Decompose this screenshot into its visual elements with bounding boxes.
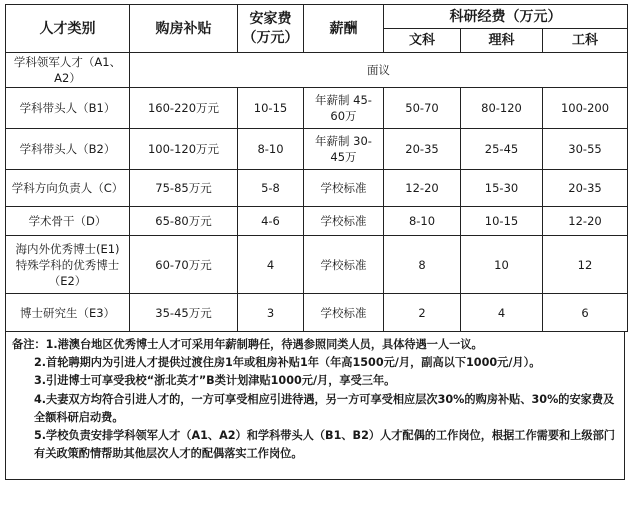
row-science: 4 bbox=[461, 294, 543, 332]
row-arts: 50-70 bbox=[384, 88, 461, 129]
header-settlement-fee: 安家费（万元） bbox=[238, 5, 304, 53]
row-science: 10 bbox=[461, 236, 543, 294]
table-row bbox=[6, 129, 628, 170]
table-row bbox=[6, 236, 628, 294]
note-2: 2.首轮聘期内为引进人才提供过渡住房1年或租房补贴1年（年高1500元/月，副高以下1000元/月）。 bbox=[34, 356, 541, 370]
note-4: 4.夫妻双方均符合引进人才的，一方可享受相应引进待遇，另一方可享受相应层次30%的购房补贴、30%的安家费及全额科研启动费。 bbox=[34, 392, 615, 424]
row-science: 80-120 bbox=[461, 88, 543, 129]
row-engineering: 6 bbox=[543, 294, 628, 332]
row-arts: 12-20 bbox=[384, 170, 461, 207]
row-engineering: 100-200 bbox=[543, 88, 628, 129]
row-category: 学术骨干（D） bbox=[6, 207, 130, 236]
row-salary: 学校标准 bbox=[304, 170, 384, 207]
header-arts: 文科 bbox=[384, 29, 461, 53]
notes-section bbox=[5, 332, 625, 480]
row-settle: 8-10 bbox=[238, 129, 304, 170]
note-1: 备注：1.港澳台地区优秀博士人才可采用年薪制聘任，待遇参照同类人员，具体待遇一人一议。 bbox=[12, 338, 483, 351]
row-category: 海内外优秀博士(E1)特殊学科的优秀博士（E2） bbox=[6, 236, 130, 294]
row-settle: 3 bbox=[238, 294, 304, 332]
row-engineering: 12 bbox=[543, 236, 628, 294]
row-salary: 学校标准 bbox=[304, 294, 384, 332]
header-engineering: 工科 bbox=[543, 29, 628, 53]
row-settle: 4 bbox=[238, 236, 304, 294]
table-row bbox=[6, 88, 628, 129]
row-category: 学科带头人（B1） bbox=[6, 88, 130, 129]
row-science: 10-15 bbox=[461, 207, 543, 236]
table-row bbox=[6, 207, 628, 236]
table-row bbox=[6, 294, 628, 332]
row-arts: 20-35 bbox=[384, 129, 461, 170]
row-science: 15-30 bbox=[461, 170, 543, 207]
header-research-funding: 科研经费（万元） bbox=[384, 5, 628, 29]
negotiable-cell: 面议 bbox=[130, 53, 628, 88]
row-engineering: 20-35 bbox=[543, 170, 628, 207]
row-engineering: 30-55 bbox=[543, 129, 628, 170]
table-row bbox=[6, 53, 628, 88]
note-5: 5.学校负责安排学科领军人才（A1、A2）和学科带头人（B1、B2）人才配偶的工作岗位，根据工作需要和上级部门有关政策酌情帮助其他层次人才的配偶落实工作岗位。 bbox=[34, 429, 615, 461]
row-category: 学科带头人（B2） bbox=[6, 129, 130, 170]
row-housing: 65-80万元 bbox=[130, 207, 238, 236]
row-housing: 100-120万元 bbox=[130, 129, 238, 170]
row-arts: 2 bbox=[384, 294, 461, 332]
row-engineering: 12-20 bbox=[543, 207, 628, 236]
row-housing: 160-220万元 bbox=[130, 88, 238, 129]
note-3: 3.引进博士可享受我校“浙北英才”B类计划津贴1000元/月，享受三年。 bbox=[34, 374, 396, 388]
row-housing: 60-70万元 bbox=[130, 236, 238, 294]
header-salary: 薪酬 bbox=[304, 5, 384, 53]
row-settle: 5-8 bbox=[238, 170, 304, 207]
row-salary: 年薪制 45-60万 bbox=[304, 88, 384, 129]
header-science: 理科 bbox=[461, 29, 543, 53]
row-salary: 年薪制 30-45万 bbox=[304, 129, 384, 170]
row-category: 博士研究生（E3） bbox=[6, 294, 130, 332]
row-housing: 35-45万元 bbox=[130, 294, 238, 332]
table-row bbox=[6, 170, 628, 207]
row-science: 25-45 bbox=[461, 129, 543, 170]
header-housing-subsidy: 购房补贴 bbox=[130, 5, 238, 53]
row-arts: 8-10 bbox=[384, 207, 461, 236]
row-category: 学科方向负责人（C） bbox=[6, 170, 130, 207]
row-settle: 10-15 bbox=[238, 88, 304, 129]
header-category: 人才类别 bbox=[6, 5, 130, 53]
row-housing: 75-85万元 bbox=[130, 170, 238, 207]
row-category: 学科领军人才（A1、A2） bbox=[6, 53, 130, 88]
talent-benefits-table bbox=[5, 4, 628, 332]
talent-policy-document bbox=[5, 4, 627, 516]
row-arts: 8 bbox=[384, 236, 461, 294]
row-settle: 4-6 bbox=[238, 207, 304, 236]
row-salary: 学校标准 bbox=[304, 207, 384, 236]
row-salary: 学校标准 bbox=[304, 236, 384, 294]
